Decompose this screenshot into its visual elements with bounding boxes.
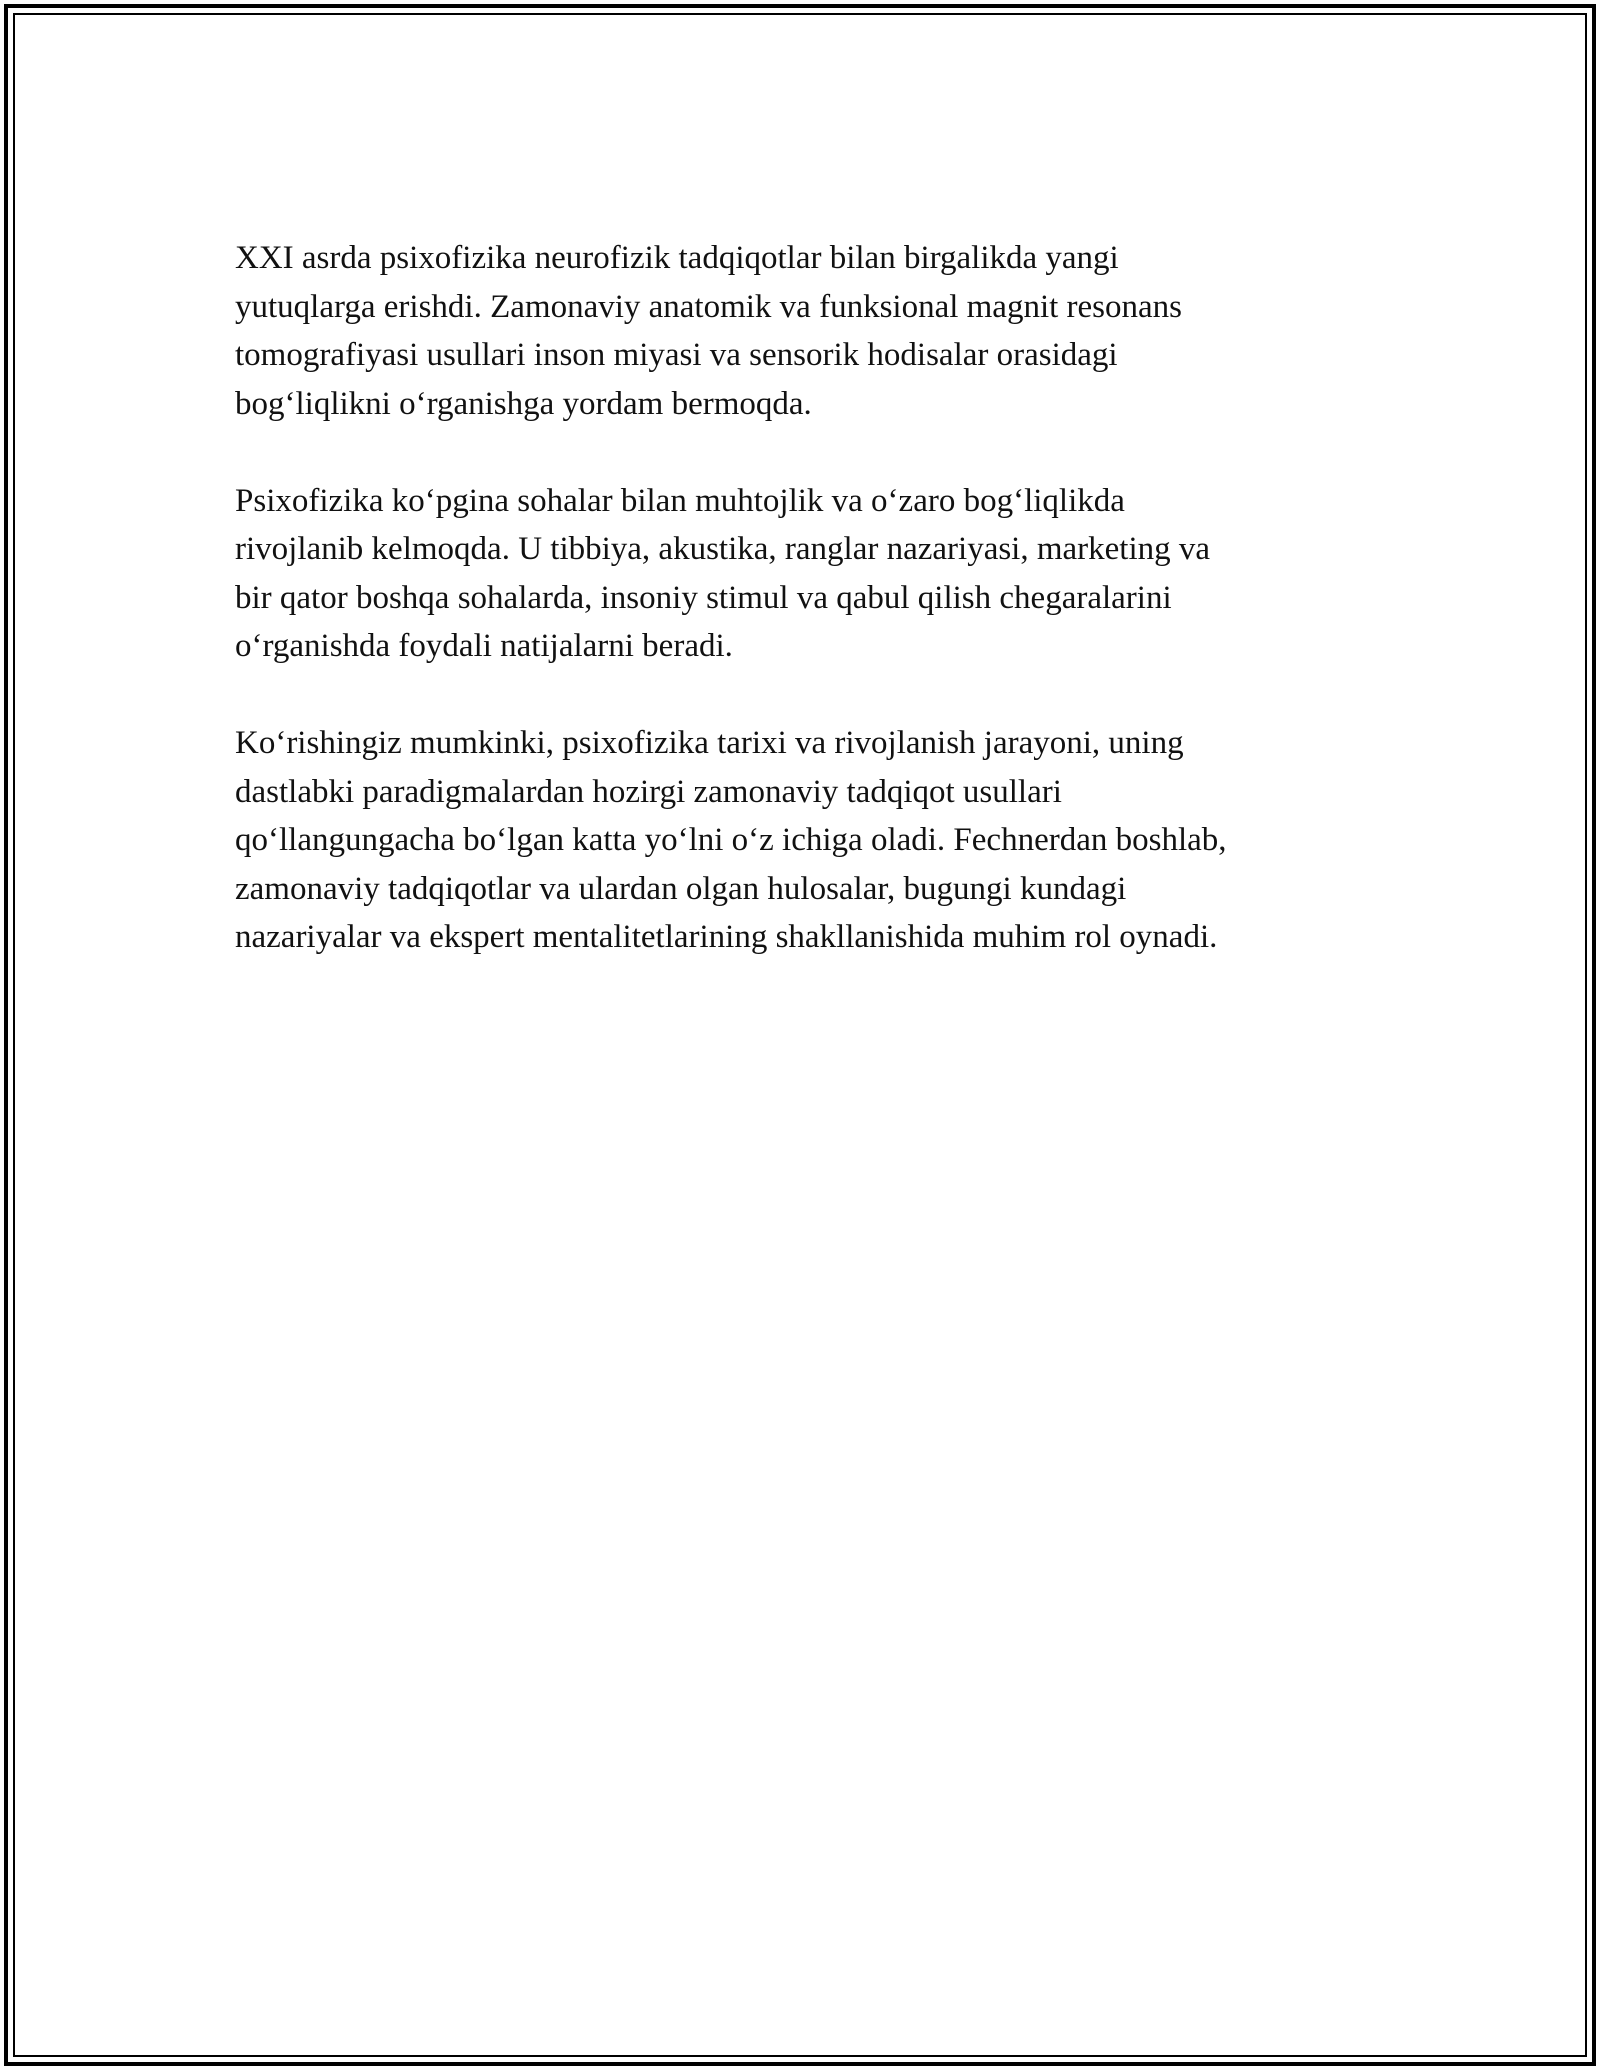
paragraph-1 <box>235 234 1365 428</box>
document-body <box>235 234 1365 1010</box>
text-line: Psixofizika ko‘pgina sohalar bilan muhtojlik va o‘zaro bog‘liqlikda <box>235 482 1125 519</box>
text-line: yutuqlarga erishdi. Zamonaviy anatomik va funksional magnit resonans <box>235 288 1183 325</box>
text-line: zamonaviy tadqiqotlar va ulardan olgan hulosalar, bugungi kundagi <box>235 870 1127 907</box>
text-line: Ko‘rishingiz mumkinki, psixofizika tarixi va rivojlanish jarayoni, uning <box>235 725 1184 761</box>
text-line: tomografiyasi usullari inson miyasi va sensorik hodisalar orasidagi <box>235 337 1118 373</box>
text-line: dastlabki paradigmalardan hozirgi zamonaviy tadqiqot usullari <box>235 773 1062 810</box>
text-line: rivojlanib kelmoqda. U tibbiya, akustika, ranglar nazariyasi, marketing va <box>235 531 1211 567</box>
text-line: XXI asrda psixofizika neurofizik tadqiqotlar bilan birgalikda yangi <box>235 240 1119 276</box>
text-line: bir qator boshqa sohalarda, insoniy stimul va qabul qilish chegaralarini <box>235 579 1172 616</box>
paragraph-3 <box>235 719 1365 962</box>
text-line: o‘rganishda foydali natijalarni beradi. <box>235 628 733 664</box>
text-line: nazariyalar va ekspert mentalitetlarining shakllanishida muhim rol oynadi. <box>235 919 1218 955</box>
text-line: qo‘llangungacha bo‘lgan katta yo‘lni o‘z ichiga oladi. Fechnerdan boshlab, <box>235 822 1227 858</box>
text-line: bog‘liqlikni o‘rganishga yordam bermoqda. <box>235 385 812 422</box>
paragraph-2 <box>235 477 1365 671</box>
